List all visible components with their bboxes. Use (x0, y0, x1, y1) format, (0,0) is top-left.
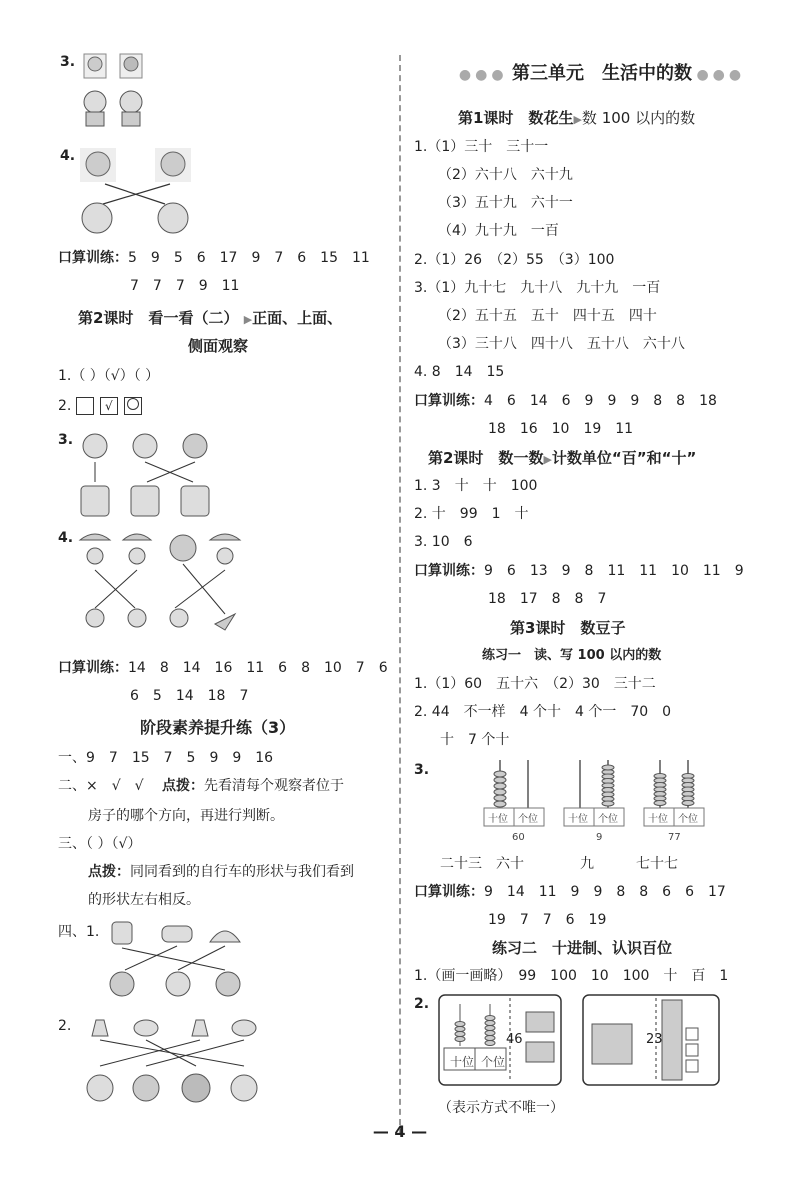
lesson-subtitle: 计数单位“百”和“十” (551, 449, 697, 467)
stage-iii: 三、（ ）（√） (58, 836, 142, 852)
abacus-words: 二十三 六十 九 七十七 (440, 856, 678, 872)
q2-number: 2. (414, 996, 430, 1012)
place-tens-label: 十位 (450, 1055, 475, 1069)
answer-line: 1. 3 十 十 100 (414, 478, 538, 494)
abacus-tens-label: 十位 (568, 814, 588, 825)
lesson2-q3-number: 3. (58, 432, 74, 448)
answer-line: 2. 44 不一样 4 个十 4 个一 70 0 (414, 704, 672, 720)
tip-text: 同同看到的自行车的形状与我们看到 (130, 864, 354, 880)
exercise2-title: 练习二 十进制、认识百位 (492, 939, 673, 957)
answer-line: 2. 十 99 1 十 (414, 506, 529, 522)
abacus-value: 60 (512, 832, 525, 843)
q3-number: 3. (414, 762, 430, 778)
oral-row: 5 9 5 6 17 9 7 6 15 11 (128, 250, 370, 266)
answer-line: 3. 10 6 (414, 534, 473, 550)
play-arrow-icon: ▶ (573, 113, 582, 126)
abacus-value: 77 (668, 832, 681, 843)
empty-box-icon (76, 397, 94, 415)
lesson-subtitle: 侧面观察 (188, 337, 249, 355)
stage-ii (58, 776, 344, 796)
place-value-23: 23 (646, 1032, 663, 1047)
q3-figure-image (80, 52, 160, 130)
column-divider (399, 55, 401, 1135)
place-value-box-46 (438, 994, 562, 1086)
abacus-ones-label: 个位 (518, 814, 538, 825)
abacus-value: 9 (596, 832, 603, 843)
decorative-dots-icon: ●●● (696, 67, 746, 83)
lesson2-title (428, 448, 696, 470)
oral-row: 14 8 14 16 11 6 8 10 7 6 (128, 660, 388, 676)
lesson-title-text: 第2课时 数一数 (428, 449, 544, 467)
note-text: （表示方式不唯一） (438, 1100, 564, 1116)
lesson-subtitle: 数 100 以内的数 (581, 109, 696, 127)
lesson3-title: 第3课时 数豆子 (510, 619, 626, 637)
oral-row: 19 7 7 6 19 (488, 912, 607, 928)
answer-line: （2）六十八 六十九 (438, 167, 573, 183)
q3-number: 3. (60, 54, 76, 70)
lesson2-title (78, 308, 342, 330)
exercise1-title: 练习一 读、写 100 以内的数 (482, 648, 662, 663)
oral-label: 口算训练： (58, 250, 128, 266)
lesson2-q3-matching-image (75, 430, 215, 520)
oral-label: 口算训练： (58, 660, 128, 676)
answer-line: （3）五十九 六十一 (438, 195, 573, 211)
play-arrow-icon: ▶ (543, 453, 552, 466)
answer-line: 十 7 个十 (440, 732, 510, 748)
stage-i: 一、9 7 15 7 5 9 9 16 (58, 750, 274, 766)
stage-iv1-number: 四、1. (58, 924, 100, 940)
lesson2-q4-number: 4. (58, 530, 74, 546)
lesson2-q2 (58, 396, 148, 416)
oral-label: 口算训练： (414, 563, 484, 579)
tip-label: 点拨： (162, 778, 205, 794)
stage-ii-answers: 二、× √ √ (58, 778, 144, 794)
decorative-dots-icon: ●●● (458, 67, 508, 83)
answer-line: 1.（画一画略） 99 100 10 100 十 百 1 (414, 968, 729, 984)
oral-label: 口算训练： (414, 884, 484, 900)
stage-iv1-matching-image (100, 918, 260, 998)
oral-practice-2 (58, 658, 388, 678)
page-number: — 4 — (372, 1122, 428, 1141)
lesson-title-text: 第2课时 看一看（二） (78, 309, 239, 327)
tip-text: 房子的哪个方向，再进行判断。 (88, 808, 284, 824)
lesson1-title (458, 108, 695, 130)
oral-row: 7 7 7 9 11 (130, 278, 240, 294)
answer-line: （2）五十五 五十 四十五 四十 (438, 308, 657, 324)
oral-row: 18 17 8 8 7 (488, 591, 607, 607)
oral-practice (414, 882, 726, 902)
lesson-subtitle: 正面、上面、 (252, 309, 343, 327)
answer-line: 2.（1）26 （2）55 （3）100 (414, 252, 615, 268)
q2-number: 2. (58, 398, 72, 414)
oral-row: 4 6 14 6 9 9 9 8 8 18 (484, 393, 717, 409)
unit-title: 第三单元 生活中的数 (512, 63, 692, 84)
abacus-tens-label: 十位 (488, 814, 508, 825)
answer-line: 3.（1）九十七 九十八 九十九 一百 (414, 280, 661, 296)
abacus-ones-label: 个位 (678, 814, 698, 825)
answer-line: 1.（1）60 五十六 （2）30 三十二 (414, 676, 656, 692)
abacus-ones-label: 个位 (598, 814, 618, 825)
oral-label: 口算训练： (414, 393, 484, 409)
answer-line: 4. 8 14 15 (414, 364, 505, 380)
tip-text: 的形状左右相反。 (88, 892, 200, 908)
tip-label: 点拨： (88, 864, 130, 880)
oral-row: 18 16 10 19 11 (488, 421, 634, 437)
play-arrow-icon: ▶ (243, 313, 253, 326)
lesson2-q4-matching-image (75, 528, 245, 648)
oral-practice (414, 391, 717, 411)
tip-text: 先看清每个观察者位于 (204, 778, 345, 794)
answer-line: 1.（1）三十 三十一 (414, 139, 549, 155)
lesson2-q1: 1.（ ）（√）（ ） (58, 368, 160, 384)
q4-matching-image (75, 146, 205, 238)
oral-row: 6 5 14 18 7 (130, 688, 249, 704)
oral-row: 9 6 13 9 8 11 11 10 11 9 (484, 563, 744, 579)
answer-line: （3）三十八 四十八 五十八 六十八 (438, 336, 685, 352)
stage-iv2-number: 2. (58, 1018, 72, 1034)
unit-header (432, 64, 772, 85)
oral-practice (414, 561, 744, 581)
oral-row: 9 14 11 9 9 8 8 6 6 17 (484, 884, 726, 900)
check-box-icon: √ (100, 397, 118, 415)
oral-practice-1 (58, 248, 370, 268)
lesson-title-text: 第1课时 数花生 (458, 109, 574, 127)
q4-number: 4. (60, 148, 76, 164)
place-ones-label: 个位 (481, 1055, 506, 1069)
stage-iv2-matching-image (76, 1012, 276, 1116)
answer-line: （4）九十九 一百 (438, 223, 559, 239)
place-value-46: 46 (506, 1032, 523, 1047)
circle-box-icon (124, 397, 142, 415)
stage-practice-title: 阶段素养提升练（3） (140, 718, 296, 737)
abacus-tens-label: 十位 (648, 814, 668, 825)
stage-iii-tip (88, 862, 354, 882)
